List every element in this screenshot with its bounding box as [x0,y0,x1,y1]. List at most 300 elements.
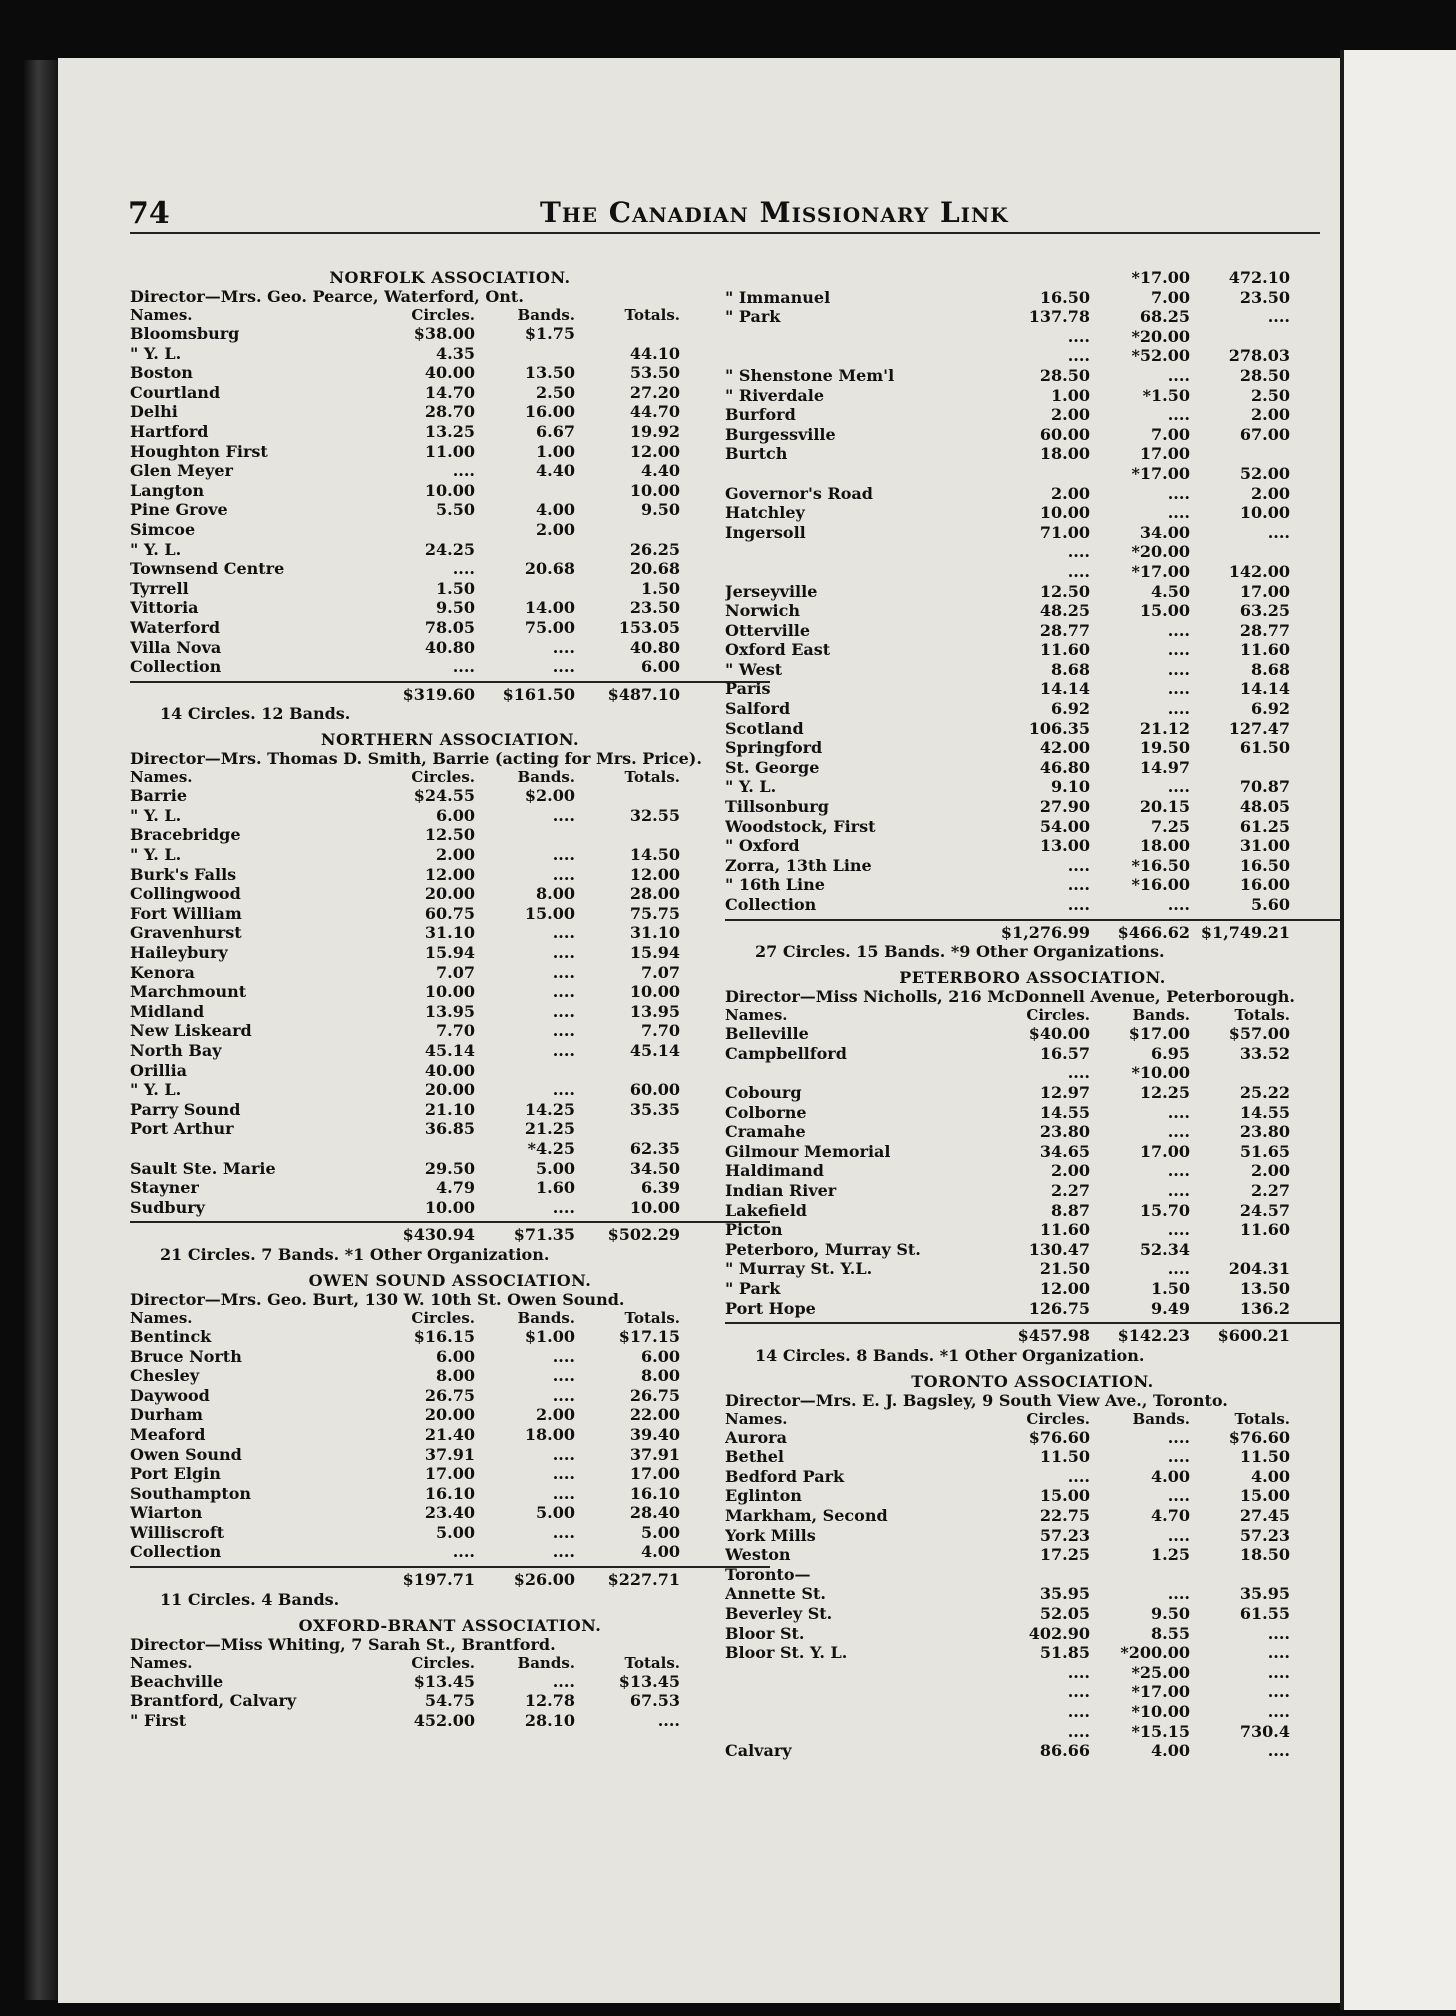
entry-value: 12.00 [1039,1278,1090,1298]
entry-value: .... [552,962,575,982]
section-title: OXFORD-BRANT ASSOCIATION. [298,1615,602,1635]
entry-value: 472.10 [1228,268,1290,287]
entry-value: .... [657,1710,680,1730]
entry-value: 12.50 [1039,581,1090,601]
totals-label [130,685,375,705]
entry-value: 12.97 [1039,1082,1090,1102]
table-row [725,562,1340,582]
table-row [130,638,770,658]
entry-value: 51.85 [1039,1643,1090,1663]
table-row [130,559,770,579]
table-row [130,363,770,383]
entry-name: Hartford [130,421,209,441]
entry-value: 7.07 [641,962,680,982]
section-title: NORFOLK ASSOCIATION. [329,268,571,287]
entry-value: .... [552,1542,575,1562]
entry-value: 28.00 [629,884,680,904]
column-header: Names. [725,1006,788,1025]
table-row [130,1119,770,1139]
entry-name: " Y. L. [130,343,182,363]
total-value: $227.71 [607,1570,680,1590]
entry-value: 2.00 [436,845,475,865]
entry-value: 137.78 [1028,307,1090,327]
entry-value: 21.50 [1039,1259,1090,1279]
entry-value [980,464,1090,484]
entry-value: 2.00 [1051,1161,1090,1181]
entry-value: 32.55 [629,805,680,825]
entry-value: 28.50 [1039,365,1090,385]
table-row [130,1484,770,1504]
table-row [725,738,1340,758]
entry-value: 7.70 [641,1021,680,1041]
entry-value: .... [1067,855,1090,875]
table-row [725,582,1340,602]
table-row [130,500,770,520]
entry-value [980,268,1090,288]
entry-value: 1.60 [536,1178,575,1198]
entry-value: .... [1167,1180,1190,1200]
table-row [725,836,1340,856]
entry-value: 11.60 [1039,640,1090,660]
entry-value: 10.00 [1039,503,1090,523]
entry-name [725,1663,980,1683]
entry-value: .... [552,943,575,963]
table-row [725,1201,1340,1221]
entry-value: .... [552,1444,575,1464]
column-header: Circles. [1026,1409,1090,1428]
entry-value: 86.66 [1039,1741,1090,1761]
entry-value [1090,1565,1190,1585]
entry-value: 71.00 [1039,522,1090,542]
entry-name: Boston [130,363,193,383]
total-value: $600.21 [1217,1326,1290,1346]
entry-name: " Y. L. [130,805,182,825]
entry-value: 9.50 [1151,1604,1190,1624]
entry-value: 14.97 [1139,757,1190,777]
entry-name: Collection [130,1542,222,1562]
association-section [725,968,1340,1366]
entry-value: 54.00 [1039,816,1090,836]
table-row [725,1722,1340,1742]
entry-value: .... [452,1542,475,1562]
entry-value: 78.05 [424,617,475,637]
entry-value: 5.00 [436,1522,475,1542]
entry-value [575,324,680,344]
entry-value: 31.00 [1239,836,1290,856]
entry-value: 4.70 [1151,1506,1190,1526]
entry-value: .... [1067,875,1090,895]
entry-value: 2.00 [536,1405,575,1425]
entry-value: 60.00 [1039,424,1090,444]
entry-value: 15.00 [1039,1486,1090,1506]
entry-name [725,268,980,288]
table-row [725,601,1340,621]
entry-name: " Riverdale [725,385,824,405]
entry-name: Delhi [130,402,178,422]
table-row [725,1624,1340,1644]
table-row [725,1103,1340,1123]
entry-value: 730.4 [1239,1721,1290,1741]
entry-value: 278.03 [1228,346,1290,366]
entry-value: 28.77 [1239,620,1290,640]
table-row [725,621,1340,641]
entry-value [575,520,680,540]
total-value: $71.35 [513,1225,575,1245]
table-row [725,1584,1340,1604]
table-row [130,943,770,963]
total-value: $161.50 [502,684,575,704]
table-row [130,786,770,806]
entry-value: 40.00 [424,363,475,383]
entry-name: Indian River [725,1180,837,1200]
entry-value: 13.00 [1039,836,1090,856]
entry-name: Glen Meyer [130,461,233,481]
table-row [725,699,1340,719]
table-row [725,875,1340,895]
entry-name: Burk's Falls [130,864,237,884]
entry-value: 13.50 [1239,1278,1290,1298]
total-value: $1,276.99 [1000,922,1090,942]
entry-value: 1.00 [536,441,575,461]
entry-value: 4.35 [436,343,475,363]
total-value: $457.98 [1017,1326,1090,1346]
entry-name: Cramahe [725,1122,806,1142]
table-row [725,1682,1340,1702]
entry-value: .... [552,1483,575,1503]
entry-value: .... [1067,1702,1090,1721]
entry-value: 36.85 [424,1119,475,1139]
entry-value: 14.14 [1039,679,1090,699]
entry-name: Port Elgin [130,1464,221,1484]
total-value: $319.60 [402,684,475,704]
entry-name: Peterboro, Murray St. [725,1239,921,1259]
section-summary: 11 Circles. 4 Bands. [160,1589,340,1609]
entry-name: " Y. L. [130,1080,182,1100]
entry-name: Burgessville [725,424,836,444]
table-row [130,540,770,560]
entry-value: $1.75 [524,324,575,343]
entry-value: 21.10 [424,1099,475,1119]
entry-value: .... [1167,895,1190,914]
table-row [130,657,770,677]
entry-name: Aurora [725,1427,787,1447]
entry-value: 37.91 [424,1444,475,1464]
table-row [725,1486,1340,1506]
entry-value: 15.00 [1139,601,1190,621]
entry-name: " Murray St. Y.L. [725,1259,873,1279]
entry-value: .... [552,657,575,677]
entry-name: " Y. L. [725,777,777,797]
entry-value: 5.00 [641,1522,680,1542]
entry-value [475,344,575,364]
entry-name: Townsend Centre [130,559,285,579]
oxford-brant-continued [725,268,1340,962]
entry-value: .... [1167,679,1190,699]
table-row [725,1526,1340,1546]
table-row [725,288,1340,308]
entry-name: New Liskeard [130,1021,252,1041]
entry-value: 34.50 [629,1158,680,1178]
entry-value: .... [1167,503,1190,523]
column-header: Bands. [517,1653,575,1672]
entry-value: 6.00 [436,1346,475,1366]
entry-value: .... [552,805,575,825]
table-row [725,1142,1340,1162]
entry-value: 11.60 [1039,1220,1090,1240]
table-row [130,1041,770,1061]
entry-value: *10.00 [1131,1702,1190,1721]
entry-value: 28.77 [1039,620,1090,640]
entry-name: Williscroft [130,1522,225,1542]
table-row [725,679,1340,699]
entry-value: .... [552,637,575,657]
entry-value: $17.15 [618,1326,680,1346]
entry-value: .... [1267,1702,1290,1721]
entry-name: Oxford East [725,640,831,660]
table-row [725,660,1340,680]
entry-value: .... [552,1366,575,1386]
entry-name: Brantford, Calvary [130,1691,297,1711]
entry-value: .... [1067,1063,1090,1083]
entry-name: Gravenhurst [130,923,242,943]
table-row [130,1405,770,1425]
entry-value: 39.40 [629,1424,680,1444]
entry-value: 10.00 [629,982,680,1002]
entry-value: 20.00 [424,1080,475,1100]
entry-value: 53.50 [629,363,680,383]
entry-name: Belleville [725,1024,809,1044]
entry-name: Vittoria [130,598,199,618]
column-headers [130,306,770,324]
table-row [130,963,770,983]
entry-value: 19.50 [1139,738,1190,758]
table-row [725,464,1340,484]
entry-value: *52.00 [1131,346,1190,366]
entry-value: 11.60 [1239,1220,1290,1240]
table-row [130,1523,770,1543]
column-header: Totals. [1234,1409,1290,1428]
entry-value: 46.80 [1039,757,1090,777]
entry-value: 35.35 [629,1099,680,1119]
entry-value: 48.25 [1039,601,1090,621]
entry-value: 204.31 [1228,1259,1290,1279]
entry-value: 10.00 [629,1197,680,1217]
totals-row [130,1566,770,1590]
table-row [725,386,1340,406]
entry-value: 2.00 [1251,405,1290,425]
entry-value: 57.23 [1239,1525,1290,1545]
table-row [725,1220,1340,1240]
table-row [130,1366,770,1386]
entry-value: 8.00 [536,884,575,904]
entry-value: 13.25 [424,421,475,441]
table-row [130,1178,770,1198]
entry-name [725,1702,980,1722]
entry-value: 17.25 [1039,1545,1090,1565]
entry-value: 2.50 [1251,385,1290,405]
entry-name: Houghton First [130,441,268,461]
column-header: Bands. [517,1308,575,1327]
entry-name: Annette St. [725,1584,826,1604]
entry-value: 4.40 [536,461,575,481]
column-header: Totals. [624,768,680,787]
totals-label [130,1570,375,1590]
entry-value: 20.68 [524,559,575,579]
table-row [725,1122,1340,1142]
column-header: Totals. [624,1653,680,1672]
entry-value: .... [1167,1102,1190,1122]
entry-value [1190,758,1290,778]
entry-value: 130.47 [1028,1239,1090,1259]
entry-value: .... [1167,365,1190,385]
entry-name: North Bay [130,1041,222,1060]
table-row [725,895,1340,915]
director-line: Director—Mrs. Geo. Pearce, Waterford, Ont. [130,287,524,306]
totals-row [725,919,1340,943]
entry-value: 1.25 [1151,1545,1190,1565]
entry-name: Woodstock, First [725,816,876,836]
entry-value: 61.55 [1239,1604,1290,1624]
entry-value: *16.00 [1131,875,1190,895]
entry-value: 11.60 [1239,640,1290,660]
table-row [725,1604,1340,1624]
entry-name: Bloor St. Y. L. [725,1643,848,1663]
entry-value: .... [1267,1643,1290,1663]
section-title: OWEN SOUND ASSOCIATION. [308,1270,592,1290]
page-title: The Canadian Missionary Link [540,196,1009,229]
association-section [130,1271,770,1610]
entry-value: 136.2 [1239,1298,1290,1318]
entry-value: 6.00 [436,805,475,825]
entry-name: Stayner [130,1178,199,1198]
entry-value: 40.00 [424,1060,475,1080]
entry-value: 153.05 [618,617,680,637]
section-title: NORTHERN ASSOCIATION. [320,730,580,750]
entry-value: .... [1067,1662,1090,1682]
totals-row [130,681,770,705]
table-row [130,865,770,885]
entry-value: 4.00 [641,1542,680,1562]
entry-value: 2.00 [536,519,575,539]
table-row [725,425,1340,445]
column-header: Circles. [411,306,475,324]
entry-name: Salford [725,699,791,719]
entry-value: 12.00 [424,864,475,884]
entry-value: 7.07 [436,962,475,982]
entry-value [1190,444,1290,464]
table-row [725,856,1340,876]
page-number: 74 [128,196,170,231]
column-header: Totals. [624,306,680,324]
entry-value: 8.55 [1151,1623,1190,1643]
entry-value: 2.00 [1251,483,1290,503]
total-value: $197.71 [402,1570,475,1590]
entry-value: .... [1167,1161,1190,1181]
entry-value: 16.10 [424,1483,475,1503]
entry-value: 16.57 [1039,1043,1090,1063]
entry-value: 5.60 [1251,895,1290,914]
entry-value: $13.45 [413,1671,475,1691]
total-value: $502.29 [607,1225,680,1245]
entry-value: 14.55 [1239,1102,1290,1122]
entry-value: 10.00 [424,480,475,500]
entry-name: Beverley St. [725,1604,833,1624]
entry-name: " Immanuel [725,287,831,307]
entry-value: 23.80 [1039,1122,1090,1142]
entry-name: Simcoe [130,519,196,539]
entry-value: 20.15 [1139,797,1190,817]
table-row [130,1445,770,1465]
entry-value: 13.95 [629,1001,680,1021]
table-row [725,797,1340,817]
entry-value: 4.40 [641,461,680,481]
entry-value: 1.50 [436,578,475,598]
entry-name: Zorra, 13th Line [725,855,872,875]
entry-value: .... [1167,1525,1190,1545]
table-row [725,503,1340,523]
table-row [130,598,770,618]
entry-name: Durham [130,1405,203,1425]
entry-value: .... [1267,522,1290,542]
entry-value: *10.00 [1131,1063,1190,1083]
table-row [130,982,770,1002]
entry-value: .... [1167,483,1190,503]
entry-value: 16.10 [629,1483,680,1503]
entry-value: 16.00 [524,402,575,422]
table-row [725,1741,1340,1761]
entry-value: 6.39 [641,1178,680,1198]
table-row [725,444,1340,464]
entry-value: 5.00 [536,1503,575,1523]
entry-value: 67.53 [629,1691,680,1711]
entry-value: 28.70 [424,402,475,422]
entry-value: 61.25 [1239,816,1290,836]
entry-value: 67.00 [1239,424,1290,444]
right-column [725,262,1340,1761]
entry-value: 14.55 [1039,1102,1090,1122]
table-row [725,1083,1340,1103]
entry-value: 7.00 [1151,287,1190,307]
entry-value: 28.10 [524,1710,575,1730]
entry-value: 23.40 [424,1503,475,1523]
table-row [130,1464,770,1484]
table-row [725,1447,1340,1467]
association-section [130,268,770,724]
entry-name: Bloor St. [725,1623,805,1643]
entry-value: *25.00 [1131,1662,1190,1682]
entry-value: 127.47 [1228,718,1290,738]
entry-value: .... [1167,1427,1190,1447]
entry-value: $2.00 [524,786,575,806]
table-row [130,1080,770,1100]
entry-name: Haileybury [130,943,228,963]
entry-value: *17.00 [1131,1682,1190,1702]
entry-value: 44.10 [629,343,680,363]
entry-value: 21.40 [424,1424,475,1444]
table-row [725,1545,1340,1565]
entry-name: Calvary [725,1741,792,1761]
association-section [130,1616,770,1731]
entry-name: Orillia [130,1060,188,1080]
entry-value: $13.45 [618,1671,680,1691]
entry-value: $16.15 [413,1326,475,1346]
entry-value: 8.68 [1051,659,1090,679]
entry-value: 11.00 [424,441,475,461]
section-title: TORONTO ASSOCIATION. [911,1371,1154,1391]
entry-value: .... [1267,1623,1290,1643]
entry-name: Fort William [130,903,242,923]
entry-value: .... [552,923,575,943]
